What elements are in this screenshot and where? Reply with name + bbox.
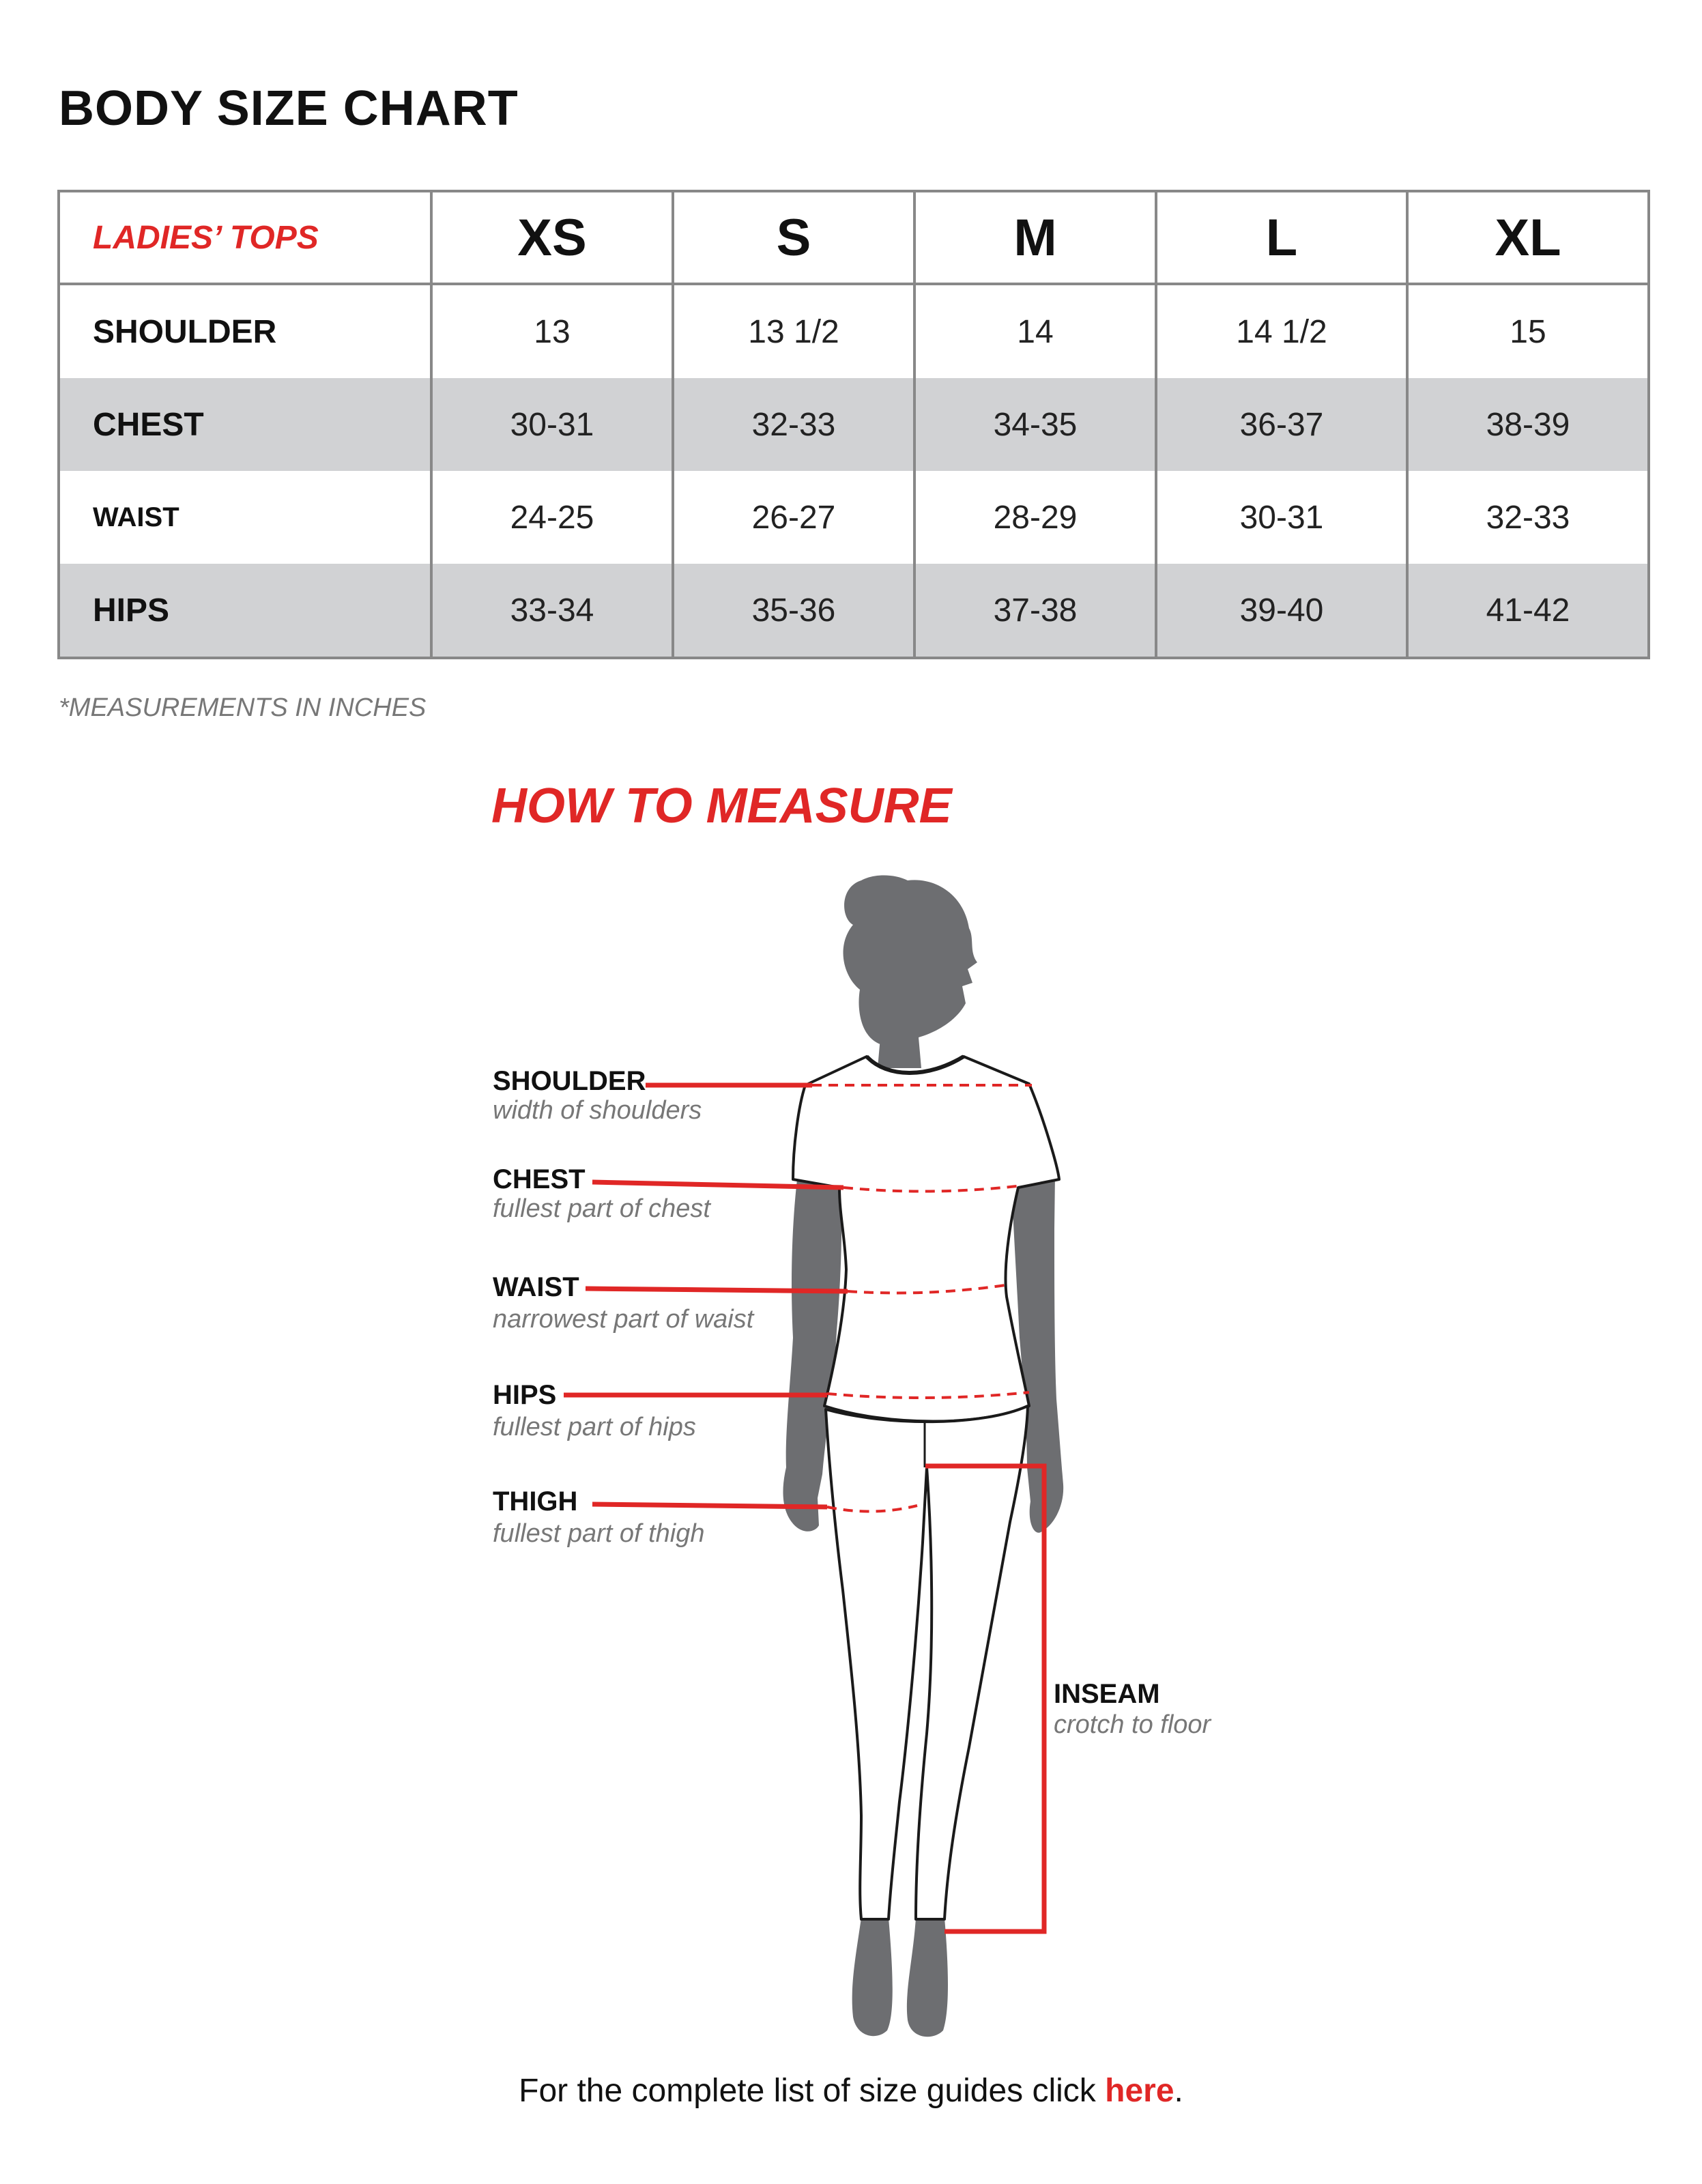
- size-header-xs: XS: [431, 191, 673, 284]
- size-header-l: L: [1156, 191, 1407, 284]
- page-title: BODY SIZE CHART: [59, 81, 519, 136]
- table-category: LADIES’ TOPS: [59, 191, 431, 284]
- row-label: HIPS: [59, 564, 431, 658]
- row-label: CHEST: [59, 378, 431, 471]
- table-cell: 35-36: [673, 564, 914, 658]
- footer-period: .: [1174, 2073, 1183, 2109]
- table-cell: 28-29: [914, 471, 1156, 564]
- size-guides-link[interactable]: here: [1105, 2073, 1174, 2109]
- thigh-leader: [592, 1504, 827, 1507]
- table-cell: 33-34: [431, 564, 673, 658]
- shoulder-desc: width of shoulders: [493, 1096, 702, 1125]
- footer-text: [0, 2072, 1702, 2110]
- hips-desc: fullest part of hips: [493, 1413, 696, 1441]
- table-cell: 13: [431, 284, 673, 378]
- table-cell: 34-35: [914, 378, 1156, 471]
- row-label: WAIST: [59, 471, 431, 564]
- size-header-s: S: [673, 191, 914, 284]
- how-to-measure-title: HOW TO MEASURE: [491, 779, 952, 833]
- table-cell: 36-37: [1156, 378, 1407, 471]
- thigh-desc: fullest part of thigh: [493, 1519, 705, 1548]
- inseam-label: INSEAM: [1054, 1679, 1160, 1709]
- table-cell: 30-31: [431, 378, 673, 471]
- table-cell: 32-33: [1407, 471, 1649, 564]
- table-cell: 37-38: [914, 564, 1156, 658]
- size-header-m: M: [914, 191, 1156, 284]
- table-cell: 13 1/2: [673, 284, 914, 378]
- table-cell: 15: [1407, 284, 1649, 378]
- table-cell: 41-42: [1407, 564, 1649, 658]
- inseam-desc: crotch to floor: [1054, 1710, 1211, 1739]
- chest-desc: fullest part of chest: [493, 1194, 710, 1223]
- waist-desc: narrowest part of waist: [493, 1305, 754, 1334]
- measurement-note: *MEASUREMENTS IN INCHES: [59, 693, 427, 722]
- size-header-xl: XL: [1407, 191, 1649, 284]
- shoulder-label: SHOULDER: [493, 1066, 646, 1096]
- table-cell: 14: [914, 284, 1156, 378]
- thigh-label: THIGH: [493, 1486, 578, 1517]
- table-cell: 38-39: [1407, 378, 1649, 471]
- hips-label: HIPS: [493, 1380, 557, 1410]
- chest-label: CHEST: [493, 1164, 586, 1194]
- row-label: SHOULDER: [59, 284, 431, 378]
- waist-leader: [586, 1289, 848, 1291]
- table-cell: 32-33: [673, 378, 914, 471]
- table-cell: 24-25: [431, 471, 673, 564]
- table-cell: 39-40: [1156, 564, 1407, 658]
- footer-prefix: For the complete list of size guides click: [519, 2073, 1106, 2109]
- table-cell: 30-31: [1156, 471, 1407, 564]
- waist-label: WAIST: [493, 1272, 579, 1302]
- table-cell: 26-27: [673, 471, 914, 564]
- table-cell: 14 1/2: [1156, 284, 1407, 378]
